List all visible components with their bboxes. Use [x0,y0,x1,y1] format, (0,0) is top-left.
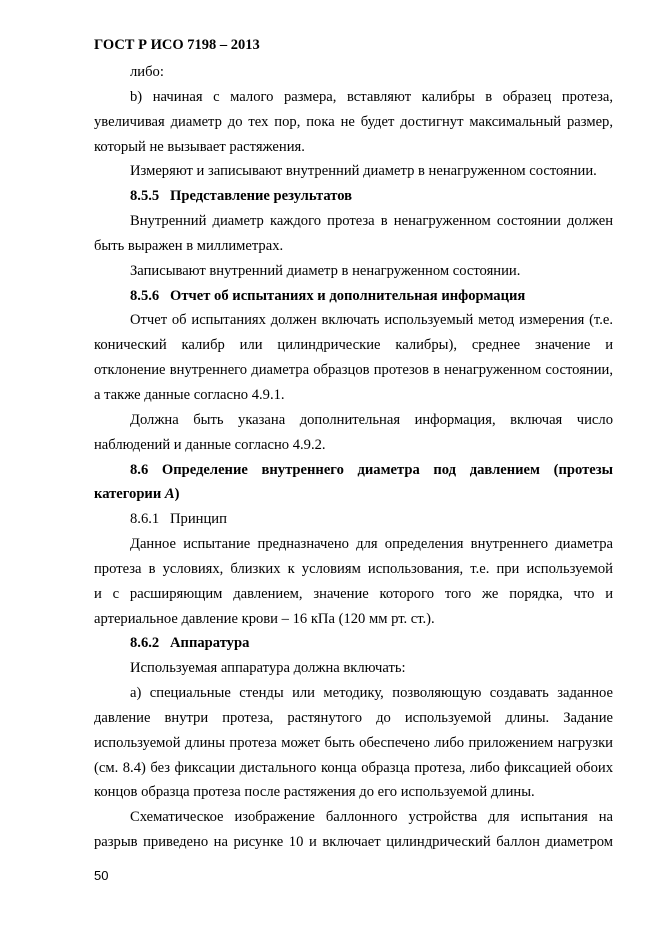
section-heading [94,184,613,209]
page-number: 50 [94,868,109,883]
text-line: Записывают внутренний диаметр в ненагруженном состоянии. [130,262,521,279]
text-line: а) специальные стенды или методику, позволяющую создавать заданное [130,685,613,702]
section-heading [94,507,613,532]
heading-text: категории [94,486,165,503]
text-line: увеличивая диаметр до тех пор, пока не будет достигнут максимальный размер, [94,113,613,130]
text-line: давление внутри протеза, растянутого до используемой длины. Задание [94,709,613,726]
heading-tail: ) [174,486,180,503]
text-line: артериальное давление крови – 16 кПа (120 мм рт. ст.). [94,610,435,627]
text-line: Внутренний диаметр каждого протеза в ненагруженном состоянии должен [130,213,613,230]
section-title: Аппаратура [170,635,250,652]
text-line: быть выражен в миллиметрах. [94,237,284,254]
section-heading-line: 8.6 Определение внутреннего диаметра под давлением (протезы [130,461,613,478]
text-line: Схематическое изображение баллонного устройства для испытания на [130,809,613,826]
section-number: 8.5.6 [130,287,160,304]
text-line: который не вызывает растяжения. [94,138,305,155]
text-line: используемой длины протеза может быть обеспечено либо приложением нагрузки [94,734,613,751]
section-number: 8.5.5 [130,188,160,205]
text-line: Отчет об испытаниях должен включать используемый метод измерения (т.е. [130,312,613,329]
text-line: Данное испытание предназначено для определения внутреннего диаметра [130,536,613,553]
text-line: протеза в условиях, близких к условиям использования, т.е. при используемой [94,560,613,577]
text-line: а также данные согласно 4.9.1. [94,386,285,403]
text-line: конический калибр или цилиндрические калибры), среднее значение и [94,337,613,354]
section-number: 8.6.1 [130,511,160,528]
text-line: и с расширяющим давлением, значение которого того же порядка, что и [94,585,613,602]
text-line: разрыв приведено на рисунке 10 и включает цилиндрический баллон диаметром [94,834,613,851]
section-heading [94,631,613,656]
document-body [94,60,613,855]
text-line: отклонение внутреннего диаметра образцов протезов в ненагруженном состоянии, [94,362,613,379]
text-line: (см. 8.4) без фиксации дистального конца образца протеза, либо фиксацией обоих [94,759,613,776]
text-line: Используемая аппаратура должна включать: [130,660,406,677]
text-line: концов образца протеза после растяжения до его используемой длины. [94,784,535,801]
heading-italic: A [164,486,175,503]
section-heading [94,284,613,309]
text-line: b) начиная с малого размера, вставляют калибры в образец протеза, [130,88,613,105]
text-line: Должна быть указана дополнительная информация, включая число [130,411,613,428]
text-line: либо: [130,64,164,80]
text-line: наблюдений и данные согласно 4.9.2. [94,436,326,453]
document-header: ГОСТ Р ИСО 7198 – 2013 [94,37,260,53]
text-line: Измеряют и записывают внутренний диаметр в ненагруженном состоянии. [130,163,597,180]
section-title: Представление результатов [170,188,353,205]
section-heading-line [94,482,613,507]
section-number: 8.6.2 [130,635,160,652]
section-title: Принцип [170,511,227,528]
section-title: Отчет об испытаниях и дополнительная информация [170,287,526,304]
